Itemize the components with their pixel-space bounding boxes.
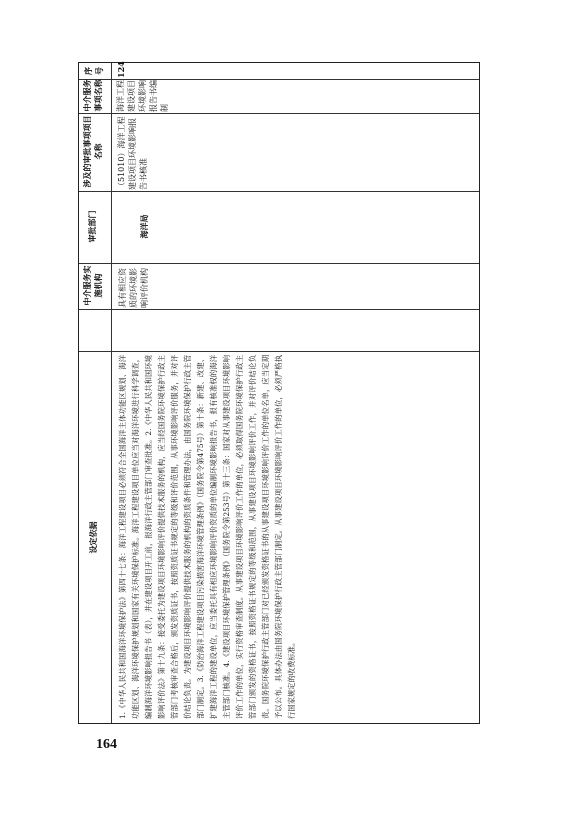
header-service-name: 中介服务事项名称 xyxy=(82,79,103,112)
row-seq: 124 xyxy=(116,61,126,78)
header-approval-item: 涉及的审批事项项目名称 xyxy=(82,115,103,188)
row-divider xyxy=(79,351,479,352)
row-approval-item: （51010）海洋工程建设项目环境影响报告书核准 xyxy=(117,116,148,190)
row-provider: 具有相应资质的环境影响评价机构 xyxy=(118,268,149,308)
header-seq: 序号 xyxy=(83,67,104,75)
row-divider xyxy=(79,309,479,310)
data-table xyxy=(78,62,480,724)
page-number: 164 xyxy=(96,737,117,752)
header-provider: 中介服务实施机构 xyxy=(82,265,103,306)
header-basis: 设定依据 xyxy=(88,521,98,554)
row-dept: 海洋局 xyxy=(139,214,149,239)
row-service-name: 海洋工程建设项目环境影响报告书编制 xyxy=(116,80,169,112)
row-basis: 1.《中华人民共和国海洋环境保护法》第四十七条：海洋工程建设项目必须符合全国海洋主体功能区规划、海洋功能区划、海洋环境保护规划和国家有关环境保护标准。海洋工程建设项目单位应当对海洋环境进行科学调查，编制海洋环境影响报告书（表），并在建设项目开工前，报海洋行政主管部门审查批准。2.《中华人民共和国环境影响评价法》第十九条：接受委托为建设项目环境影响评价提供技术服务的机构，应当经国务院环境保护行政主管部门考核审查合格后，颁发资质证书，按照资质证书规定的等级和评价范围，从事环境影响评价服务，并对评价结论负责。为建设项目环境影响评价提供技术服务的机构的资质条件和管理办法，由国务院环境保护行政主管部门制定。3.《防治海洋工程建设项目污染损害海洋环境管理条例》（国务院令第475号）第十条：新建、改建、扩建海洋工程的建设单位，应当委托具有相应环境影响评价资质的单位编制环境影响报告书，报有核准权的海洋主管部门核准。4.《建设项目环境保护管理条例》（国务院令第253号）第十三条：国家对从事建设项目环境影响评价工作的单位，实行资格审查制度。从事建设项目环境影响评价工作的单位，必须取得国务院环境保护行政主管部门颁发的资格证书，按照资格证书规定的等级和范围，从事建设项目环境影响评价工作，并对评价结论负责。国务院环境保护行政主管部门对已经颁发资格证书的从事建设项目环境影响评价工作的单位名单，应当定期予以公布。具体办法由国务院环境保护行政主管部门制定。从事建设项目环境影响评价工作的单位，必须严格执行国家规定的收费标准。 xyxy=(118,355,296,719)
header-dept: 审批部门 xyxy=(87,210,97,243)
column-divider xyxy=(111,63,112,723)
